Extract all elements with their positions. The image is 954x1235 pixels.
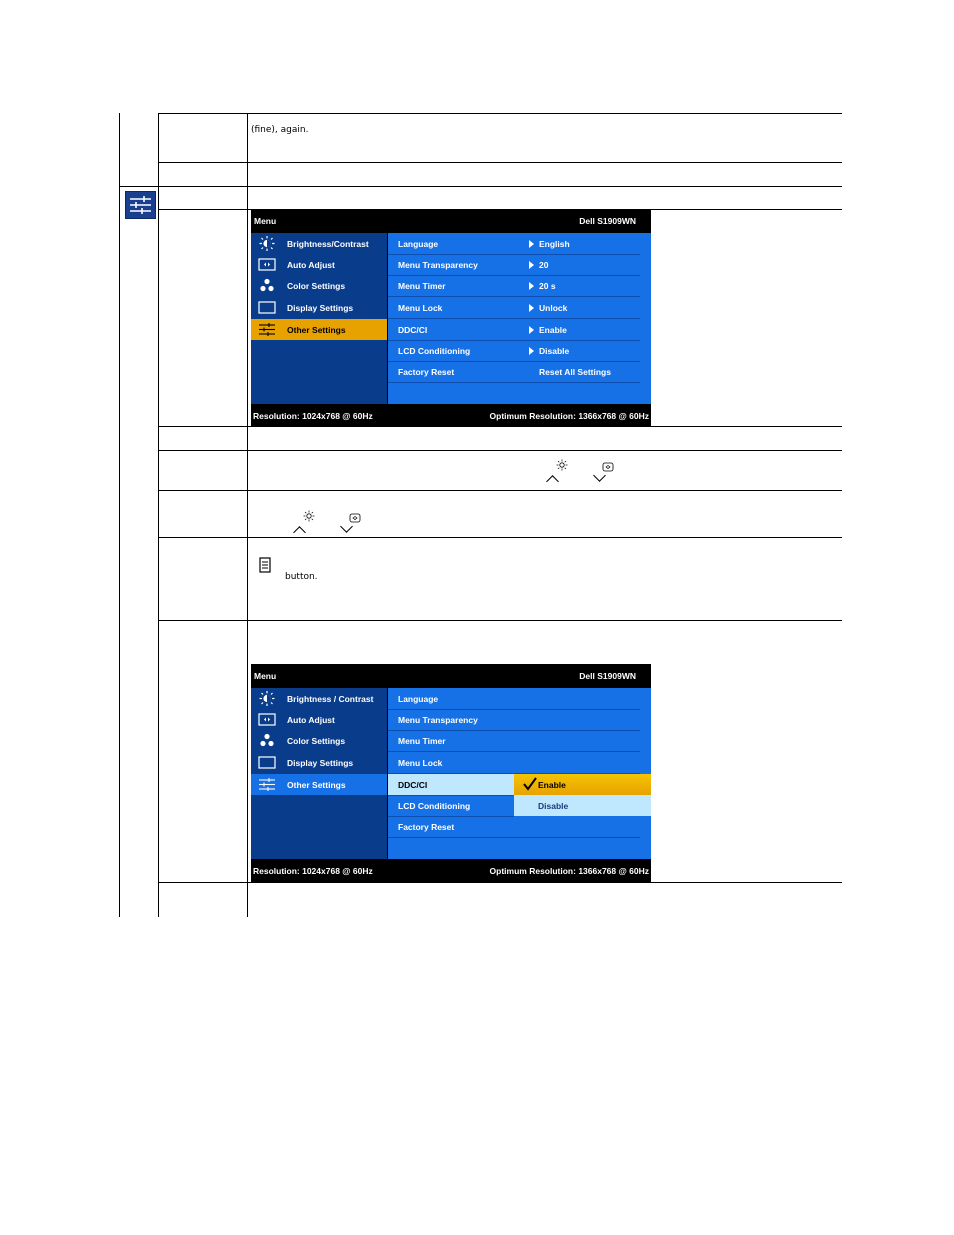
osd-setting-factory-reset[interactable] [388,361,640,383]
osd-setting-factory-reset[interactable] [388,816,640,838]
osd-header [251,664,651,688]
row-divider [158,537,842,538]
submenu-enable-option[interactable] [514,774,651,795]
row-divider [158,490,842,491]
arrow-right-icon [529,347,534,355]
table-border-col2 [247,113,248,917]
osd-item-display-settings[interactable] [251,297,387,318]
osd-setting-menu-lock[interactable] [388,297,640,319]
osd-resolution: Resolution: 1024x768 @ 60Hz [253,411,373,421]
row-divider [158,620,842,621]
osd-item-label: Auto Adjust [287,260,335,270]
osd-setting-label: Language [398,694,439,704]
other-settings-icon [258,322,276,337]
brightness-contrast-icon [258,236,276,251]
arrow-right-icon [529,326,534,334]
osd-setting-label: Factory Reset [398,367,455,377]
osd-setting-label: LCD Conditioning [398,801,471,811]
osd-setting-menu-timer[interactable] [388,730,640,752]
submenu-disable-label: Disable [538,801,569,811]
osd-footer [251,859,651,882]
osd-setting-label: Menu Lock [398,303,443,313]
osd-setting-language[interactable] [388,233,640,255]
fine-again-text: (fine), again. [251,125,309,135]
osd-setting-lcd-conditioning[interactable] [388,795,514,817]
up-arrow-icon [546,475,559,488]
osd-setting-language[interactable] [388,688,640,710]
osd-item-label: Display Settings [287,303,354,313]
row-divider [158,113,842,114]
osd-setting-ddc-ci[interactable] [388,319,640,341]
table-border-left [119,113,120,917]
osd-item-brightness-contrast[interactable] [251,688,387,709]
submenu-enable-label: Enable [538,780,566,790]
color-settings-icon [258,278,276,293]
row-divider [158,186,842,187]
osd-item-auto-adjust[interactable] [251,254,387,275]
osd-menu-label: Menu [254,216,277,226]
auto-adjust-icon [602,457,614,467]
brightness-icon [556,456,568,468]
other-settings-icon [258,777,276,792]
auto-adjust-icon [258,257,276,272]
osd-setting-value: 20 s [539,281,556,291]
osd-item-label: Auto Adjust [287,715,335,725]
table-border-col1 [158,113,159,917]
other-settings-icon [125,191,156,219]
osd-menu-other-settings [251,209,651,427]
arrow-right-icon [529,261,534,269]
row-divider [119,186,159,187]
arrow-right-icon [529,282,534,290]
arrow-right-icon [529,304,534,312]
submenu-disable-option[interactable] [514,795,651,816]
osd-item-label: Color Settings [287,281,346,291]
osd-setting-label: Menu Transparency [398,715,478,725]
row-divider [158,450,842,451]
osd-header [251,209,651,233]
osd-item-other-settings[interactable] [251,319,387,340]
osd-item-label: Other Settings [287,325,346,335]
osd-setting-label: LCD Conditioning [398,346,471,356]
osd-item-label: Other Settings [287,780,346,790]
osd-setting-label: Factory Reset [398,822,455,832]
osd-item-label: Brightness/Contrast [287,239,369,249]
osd-setting-label: Menu Transparency [398,260,478,270]
osd-setting-label: Menu Timer [398,736,446,746]
osd-setting-value: Reset All Settings [539,367,611,377]
osd-item-other-settings[interactable] [251,774,387,795]
row-divider [158,882,842,883]
osd-item-label: Display Settings [287,758,354,768]
osd-item-display-settings[interactable] [251,752,387,773]
osd-optimum-resolution: Optimum Resolution: 1366x768 @ 60Hz [489,866,649,876]
osd-footer [251,404,651,427]
auto-adjust-icon [258,712,276,727]
osd-item-brightness-contrast[interactable] [251,233,387,254]
osd-resolution: Resolution: 1024x768 @ 60Hz [253,866,373,876]
osd-setting-menu-timer[interactable] [388,275,640,297]
menu-button-icon [259,557,271,573]
arrow-right-icon [529,240,534,248]
osd-setting-ddc-ci[interactable] [388,774,514,796]
osd-item-label: Brightness / Contrast [287,694,374,704]
osd-setting-value: 20 [539,260,549,270]
checkmark-icon [522,776,538,794]
osd-setting-menu-lock[interactable] [388,752,640,774]
osd-model: Dell S1909WN [579,671,636,681]
osd-setting-label: Language [398,239,439,249]
osd-item-auto-adjust[interactable] [251,709,387,730]
osd-setting-value: Disable [539,346,570,356]
osd-model: Dell S1909WN [579,216,636,226]
color-settings-icon [258,733,276,748]
display-settings-icon [258,300,276,315]
osd-left-panel [251,688,387,859]
brightness-icon [303,507,315,519]
osd-setting-label: Menu Lock [398,758,443,768]
osd-right-panel [388,233,651,404]
button-text: button. [285,572,318,582]
osd-item-color-settings[interactable] [251,730,387,751]
osd-setting-label: DDC/CI [398,780,428,790]
osd-setting-label: Menu Timer [398,281,446,291]
display-settings-icon [258,755,276,770]
osd-setting-value: English [539,239,570,249]
osd-setting-menu-transparency[interactable] [388,709,640,731]
osd-setting-value: Unlock [539,303,568,313]
osd-left-panel [251,233,387,404]
brightness-contrast-icon [258,691,276,706]
osd-setting-value: Enable [539,325,567,335]
osd-item-color-settings[interactable] [251,275,387,296]
osd-optimum-resolution: Optimum Resolution: 1366x768 @ 60Hz [489,411,649,421]
osd-item-label: Color Settings [287,736,346,746]
osd-setting-lcd-conditioning[interactable] [388,340,640,362]
osd-setting-menu-transparency[interactable] [388,254,640,276]
osd-setting-label: DDC/CI [398,325,428,335]
osd-menu-ddc-ci-submenu [251,664,651,882]
auto-adjust-icon [349,508,361,518]
row-divider [158,162,842,163]
osd-menu-label: Menu [254,671,277,681]
